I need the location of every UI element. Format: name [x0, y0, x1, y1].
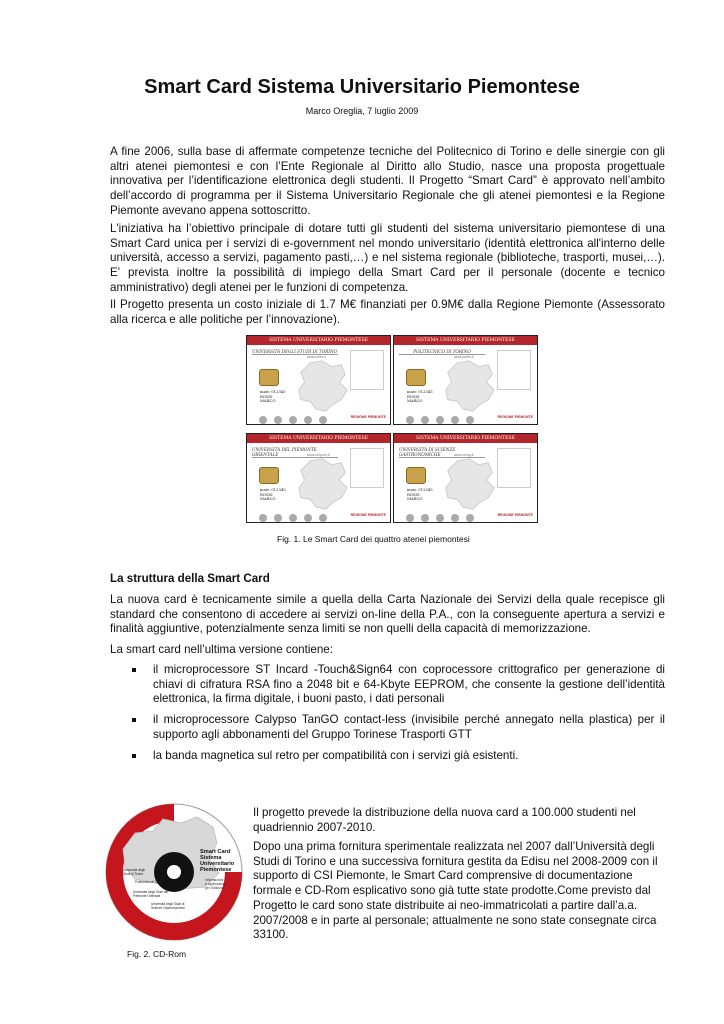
figure-1-caption: Fig. 1. Le Smart Card dei quattro atenei piemontesi: [277, 534, 470, 544]
features-list: [110, 663, 665, 769]
chip-icon: [406, 467, 426, 484]
smart-card-unito: [246, 335, 391, 425]
closing-paragraph-2: Dopo una prima fornitura sperimentale realizzata nel 2007 dall’Università degli Studi di Torino e una successiva fornitura gestita da Edisu nel 2008-2009 con il supporto di CSI Piemonte, le Smart Card comprensive di documentazione formale e CD-Rom esplicativo sono già tutte state prodotte.Come previsto dal Progetto le card sono state distribuite ai neo-immatricolati a partire dall’a.a. 2007/2008 e in parte al personale; attualmente ne sono state consegnate circa 33100.: [253, 840, 658, 942]
chip-icon: [259, 369, 279, 386]
card-university: UNIVERSITÀ DEGLI STUDI DI TORINO: [252, 349, 338, 354]
card-header: SISTEMA UNIVERSITARIO PIEMONTESE: [394, 434, 537, 443]
region-logo: REGIONE PIEMONTE: [350, 415, 386, 419]
author-date: Marco Oreglia, 7 luglio 2009: [305, 106, 419, 116]
smart-cards-figure: [243, 332, 542, 525]
figure-2-caption: Fig. 2. CD-Rom: [127, 949, 187, 959]
card-holder-info: matr. 012345 ROSSI MARCO: [260, 487, 286, 502]
intro-paragraph-3: Il Progetto presenta un costo iniziale di 1.7 M€ finanziati per 0.9M€ dalla Regione Piemonte (Assessorato alla ricerca e alle politiche per l’innovazione).: [110, 298, 665, 326]
list-item: il microprocessore ST Incard -Touch&Sign64 con coprocessore crittografico per generazione di chiavi di cifratura RSA fino a 2048 bit e 64-Kbyte EEPROM, che consente la gestione dell’identità elettronica, la firma digitale, i buoni pasto, i dati personali: [110, 663, 665, 707]
piemonte-map-icon: [440, 357, 498, 415]
card-university: UNIVERSITÀ DI SCIENZE GASTRONOMICHE: [399, 447, 485, 458]
card-website: www.unipmn.it: [307, 453, 330, 457]
photo-box: [350, 350, 384, 390]
section-heading: La struttura della Smart Card: [110, 572, 270, 585]
chip-icon: [406, 369, 426, 386]
photo-box: [497, 350, 531, 390]
card-website: www.unisg.it: [454, 453, 474, 457]
intro-paragraph-1: A fine 2006, sulla base di affermate competenze tecniche del Politecnico di Torino e delle sinergie con gli altri atenei piemontesi e con l’Ente Regionale al Diritto allo Studio, nasce una proposta progettuale innovativa per l’identificazione elettronica degli studenti. Il Progetto “Smart Card” è approvato nell’ambito dell’accordo di programma per il Sistema Universitario Regionale che gli atenei piemontesi e la Regione Piemonte avevano appena sottoscritto.: [110, 145, 665, 217]
smart-card-polito: [393, 335, 538, 425]
closing-paragraph-1: Il progetto prevede la distribuzione della nuova card a 100.000 studenti nel quadriennio 2007-2010.: [253, 806, 636, 834]
piemonte-map-icon: [440, 455, 498, 513]
card-header: SISTEMA UNIVERSITARIO PIEMONTESE: [247, 434, 390, 443]
card-holder-info: matr. 012345 ROSSI MARCO: [260, 389, 286, 404]
card-website: www.polito.it: [454, 355, 474, 359]
cd-subtitle: informazioni e applicazioni per l’utilizzo: [205, 878, 226, 890]
region-logo: REGIONE PIEMONTE: [497, 415, 533, 419]
card-header: SISTEMA UNIVERSITARIO PIEMONTESE: [247, 336, 390, 345]
bullet-icon: [132, 668, 136, 672]
chip-icon: [259, 467, 279, 484]
smart-card-unipmn: [246, 433, 391, 523]
photo-box: [350, 448, 384, 488]
region-logo: REGIONE PIEMONTE: [350, 513, 386, 517]
section-paragraph-1: La nuova card è tecnicamente simile a quella della Carta Nazionale dei Servizi della quale recepisce gli standard che consentono di accedere ai servizi on-line della P.A., con la conseguente apertura a servizi e finalità aggiuntive, potenzialmente senza limiti se non quelli della capacità di memorizzazione.: [110, 593, 665, 636]
document-title: Smart Card Sistema Universitario Piemontese: [144, 76, 580, 98]
piemonte-map-icon: [293, 455, 351, 513]
cd-title: Smart Card Sistema Universitario Piemontese: [200, 849, 235, 873]
intro-paragraph-2: L'iniziativa ha l’obiettivo principale di dotare tutti gli studenti del sistema universitario piemontese di una Smart Card unica per i servizi di e-government nel mondo universitario (identità elettronica all'interno delle università, accesso a servizi, pagamento pasti,…) e nel sistema regionale (biblioteche, trasporti, musei,…). E' prevista inoltre la possibilità di impiego della Smart Card per il personale (docente e tecnico amministrativo) degli atenei per le funzioni di competenza.: [110, 222, 665, 294]
photo-box: [497, 448, 531, 488]
section-paragraph-2: La smart card nell’ultima versione contiene:: [110, 643, 333, 656]
bullet-icon: [132, 754, 136, 758]
card-university: POLITECNICO DI TORINO: [399, 349, 485, 355]
bullet-icon: [132, 718, 136, 722]
piemonte-map-icon: [293, 357, 351, 415]
smart-card-unisg: [393, 433, 538, 523]
card-holder-info: matr. 012345 ROSSI MARCO: [407, 487, 433, 502]
card-holder-info: matr. 012345 ROSSI MARCO: [407, 389, 433, 404]
list-item: il microprocessore Calypso TanGO contact-less (invisibile perché annegato nella plastica) per il supporto agli abbonamenti del Gruppo Torinese Trasporti GTT: [110, 713, 665, 742]
list-item: la banda magnetica sul retro per compatibilità con i servizi già esistenti.: [110, 749, 665, 764]
card-website: www.unito.it: [307, 355, 326, 359]
card-header: SISTEMA UNIVERSITARIO PIEMONTESE: [394, 336, 537, 345]
card-university: UNIVERSITÀ DEL PIEMONTE ORIENTALE: [252, 447, 338, 458]
region-logo: REGIONE PIEMONTE: [497, 513, 533, 517]
cd-university-labels: Università degli Studi di Torino Politecnico di Torino Università degli Studi del Piemonte Orientale Università degli Studi di Scienze Gastronomiche: [123, 868, 185, 910]
cd-rom-image: [105, 803, 243, 941]
